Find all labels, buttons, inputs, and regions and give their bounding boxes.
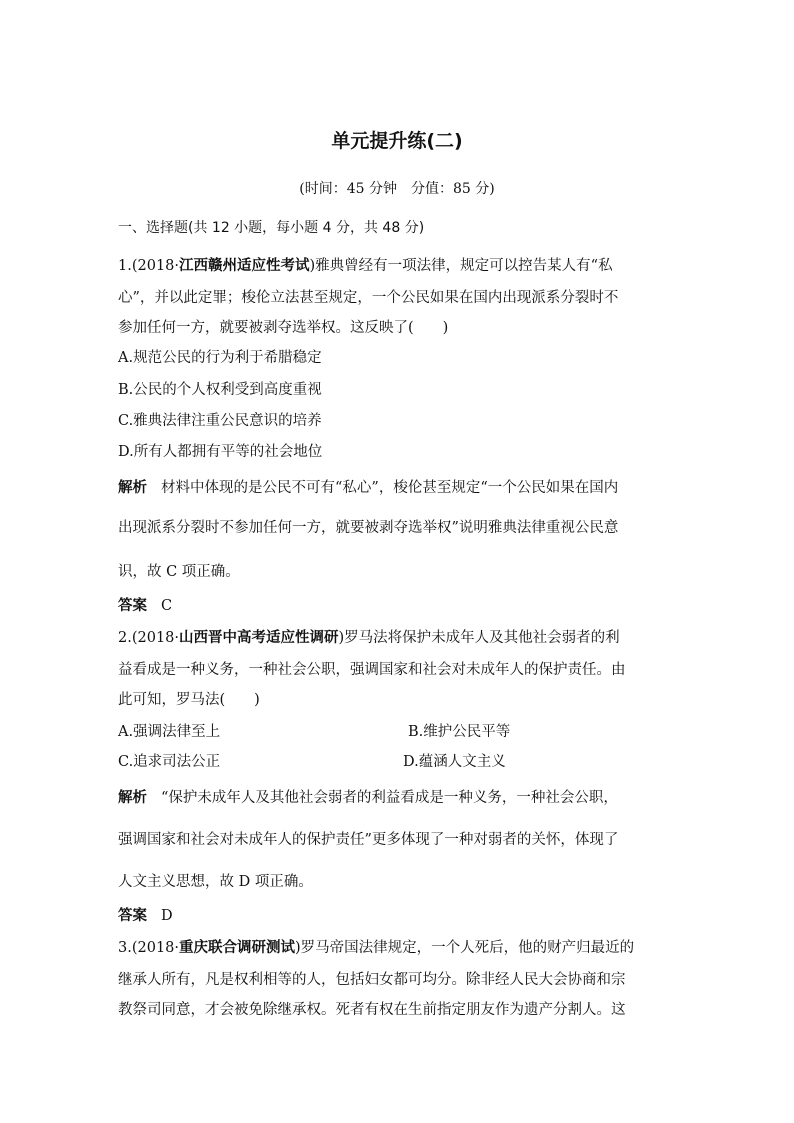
q2-option-b: B.维护公民平等 bbox=[408, 724, 511, 740]
q2-analysis-line-3: 人文主义思想，故 D 项正确。 bbox=[118, 874, 313, 890]
q2-stem-line-3: 此可知，罗马法( ) bbox=[118, 692, 260, 708]
q3-number: 3.(2018· bbox=[118, 940, 180, 956]
q2-number: 2.(2018· bbox=[118, 630, 180, 646]
page-title: 单元提升练(二) bbox=[331, 130, 463, 152]
q1-analysis-label: 解析 bbox=[118, 480, 147, 496]
q1-stem-line-1 bbox=[118, 256, 613, 276]
q3-stem-rest: )罗马帝国法律规定，一个人死后，他的财产归最近的 bbox=[295, 940, 635, 956]
q1-answer-label: 答案 bbox=[118, 598, 147, 614]
q1-stem-line-2: 心”，并以此定罪；梭伦立法甚至规定，一个公民如果在国内出现派系分裂时不 bbox=[118, 290, 619, 306]
section-heading: 一、选择题(共 12 小题，每小题 4 分，共 48 分) bbox=[118, 220, 425, 236]
q2-option-a: A.强调法律至上 bbox=[118, 724, 221, 740]
q1-stem-rest: )雅典曾经有一项法律，规定可以控告某人有“私 bbox=[309, 258, 613, 274]
q3-stem-line-1 bbox=[118, 938, 634, 958]
q1-option-b: B.公民的个人权利受到高度重视 bbox=[118, 382, 322, 398]
q2-answer-label: 答案 bbox=[118, 908, 147, 924]
q2-analysis-line-2: 强调国家和社会对未成年人的保护责任”更多体现了一种对弱者的关怀，体现了 bbox=[118, 832, 619, 848]
q1-analysis-line-3: 识，故 C 项正确。 bbox=[118, 564, 240, 580]
q1-analysis-text: 材料中体现的是公民不可有“私心”，梭伦甚至规定“一个公民如果在国内 bbox=[161, 480, 619, 496]
exam-meta: (时间：45 分钟 分值：85 分) bbox=[299, 181, 495, 197]
q2-option-c: C.追求司法公正 bbox=[118, 754, 221, 770]
q2-stem-line-1 bbox=[118, 628, 620, 648]
q1-answer bbox=[118, 596, 172, 616]
q3-source: 重庆联合调研测试 bbox=[179, 940, 296, 956]
q1-analysis-line-2: 出现派系分裂时不参加任何一方，就要被剥夺选举权”说明雅典法律重视公民意 bbox=[118, 520, 619, 536]
q2-analysis-label: 解析 bbox=[118, 790, 147, 806]
q2-stem-rest: )罗马法将保护未成年人及其他社会弱者的利 bbox=[338, 630, 620, 646]
q1-number: 1.(2018· bbox=[118, 258, 180, 274]
q1-stem-line-3: 参加任何一方，就要被剥夺选举权。这反映了( ) bbox=[118, 320, 449, 336]
q2-answer-value: D bbox=[161, 908, 173, 924]
q2-stem-line-2: 益看成是一种义务，一种社会公职，强调国家和社会对未成年人的保护责任。由 bbox=[118, 662, 626, 678]
q2-analysis-line-1 bbox=[118, 788, 618, 808]
q2-analysis-text: “保护未成年人及其他社会弱者的利益看成是一种义务，一种社会公职， bbox=[161, 790, 618, 806]
q3-stem-line-2: 继承人所有，凡是权利相等的人，包括妇女都可均分。除非经人民大会协商和宗 bbox=[118, 972, 626, 988]
q1-source: 江西赣州适应性考试 bbox=[179, 258, 310, 274]
q1-option-a: A.规范公民的行为利于希腊稳定 bbox=[118, 350, 322, 366]
q2-answer bbox=[118, 906, 173, 926]
q2-source: 山西晋中高考适应性调研 bbox=[179, 630, 339, 646]
q1-option-c: C.雅典法律注重公民意识的培养 bbox=[118, 413, 322, 429]
q1-answer-value: C bbox=[161, 598, 173, 614]
q1-option-d: D.所有人都拥有平等的社会地位 bbox=[118, 444, 323, 460]
q3-stem-line-3: 教祭司同意，才会被免除继承权。死者有权在生前指定朋友作为遗产分割人。这 bbox=[118, 1002, 626, 1018]
q2-option-d: D.蕴涵人文主义 bbox=[403, 754, 506, 770]
q1-analysis-line-1 bbox=[118, 478, 618, 498]
